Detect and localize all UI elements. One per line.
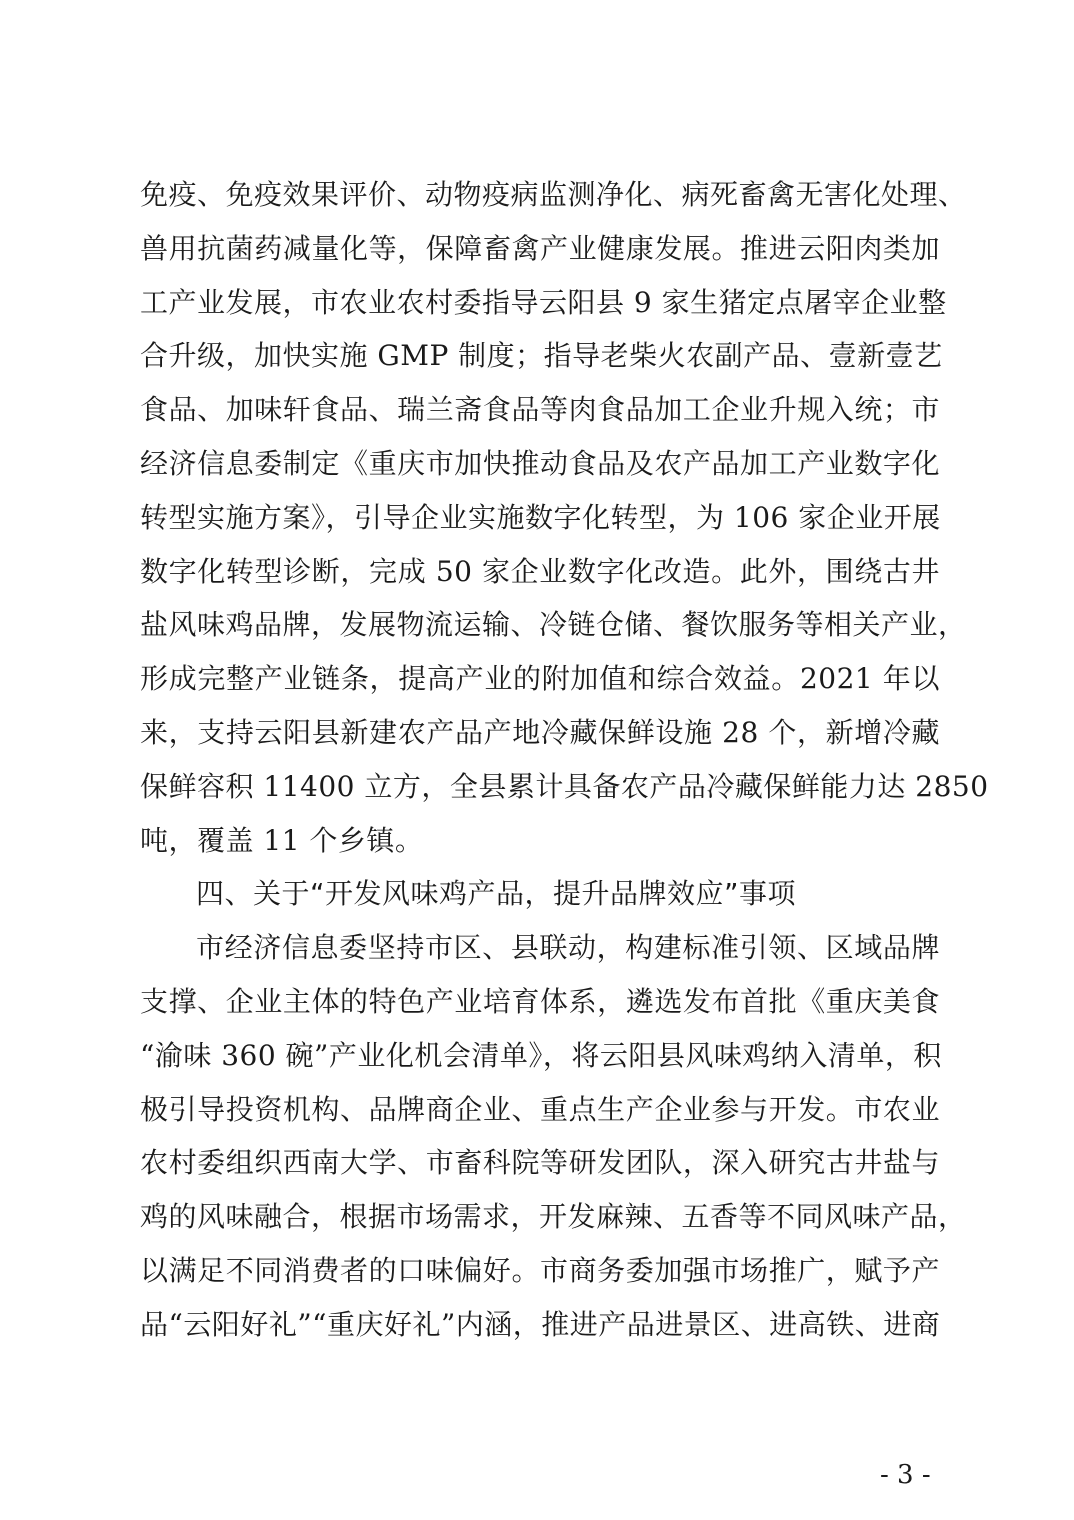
text-line: 形成完整产业链条，提高产业的附加值和综合效益。2021 年以 <box>140 662 940 696</box>
paragraph-1 <box>140 168 989 867</box>
text-line: 鸡的风味融合，根据市场需求，开发麻辣、五香等不同风味产品， <box>140 1200 967 1234</box>
text-line: 经济信息委制定《重庆市加快推动食品及农产品加工产业数字化 <box>140 446 940 480</box>
page-number: - 3 - <box>880 1460 931 1490</box>
text-line: 保鲜容积 11400 立方，全县累计具备农产品冷藏保鲜能力达 2850 <box>140 769 989 803</box>
text-line: 吨，覆盖 11 个乡镇。 <box>140 823 424 857</box>
text-line: 兽用抗菌药减量化等，保障畜禽产业健康发展。推进云阳肉类加 <box>140 231 940 265</box>
text-line: 支撑、企业主体的特色产业培育体系，遴选发布首批《重庆美食 <box>140 984 940 1018</box>
text-line: 来，支持云阳县新建农产品产地冷藏保鲜设施 28 个，新增冷藏 <box>140 715 940 749</box>
text-line: 农村委组织西南大学、市畜科院等研发团队，深入研究古井盐与 <box>140 1146 940 1180</box>
text-line: 极引导投资机构、品牌商企业、重点生产企业参与开发。市农业 <box>140 1092 940 1126</box>
paragraph-2 <box>140 921 967 1351</box>
text-line: 合升级，加快实施 GMP 制度；指导老柴火农副产品、壹新壹艺 <box>140 339 943 373</box>
text-line: 盐风味鸡品牌，发展物流运输、冷链仓储、餐饮服务等相关产业， <box>140 608 967 642</box>
section-heading: 四、关于“开发风味鸡产品，提升品牌效应”事项 <box>196 877 797 911</box>
text-line: 数字化转型诊断，完成 50 家企业数字化改造。此外，围绕古井 <box>140 554 940 588</box>
text-line: 转型实施方案》，引导企业实施数字化转型，为 106 家企业开展 <box>140 500 941 534</box>
text-line: 免疫、免疫效果评价、动物疫病监测净化、病死畜禽无害化处理、 <box>140 178 967 211</box>
text-line: 市经济信息委坚持市区、县联动，构建标准引领、区域品牌 <box>196 931 940 965</box>
text-line: “渝味 360 碗”产业化机会清单》，将云阳县风味鸡纳入清单，积 <box>140 1038 942 1072</box>
text-line: 以满足不同消费者的口味偏好。市商务委加强市场推广，赋予产 <box>140 1253 940 1287</box>
text-line: 食品、加味轩食品、瑞兰斋食品等肉食品加工企业升规入统；市 <box>140 393 940 427</box>
text-line: 工产业发展，市农业农村委指导云阳县 9 家生猪定点屠宰企业整 <box>140 285 947 319</box>
body-text <box>140 168 989 1352</box>
text-line: 品“云阳好礼”“重庆好礼”内涵，推进产品进景区、进高铁、进商 <box>140 1307 941 1341</box>
